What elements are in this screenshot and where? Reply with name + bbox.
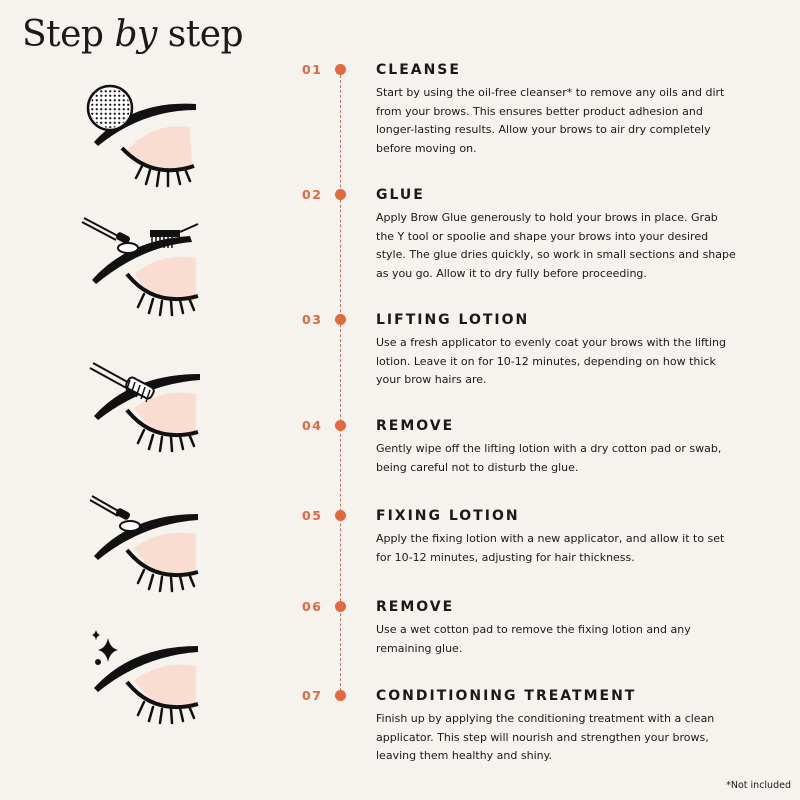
step-number: 06 xyxy=(302,599,323,614)
step-title: FIXING LOTION xyxy=(376,508,520,524)
timeline-dot xyxy=(335,510,346,521)
timeline-dot xyxy=(335,690,346,701)
applicator-eye-icon xyxy=(72,492,222,612)
step-description: Apply the fixing lotion with a new applicator, and allow it to set for 10-12 minutes, adjusting for hair thickness. xyxy=(376,532,725,564)
timeline-dot xyxy=(335,64,346,75)
step-title: LIFTING LOTION xyxy=(376,312,530,328)
timeline-dot xyxy=(335,189,346,200)
step-description: Gently wipe off the lifting lotion with a dry cotton pad or swab, being careful not to disturb the glue. xyxy=(376,442,722,474)
step-description: Use a wet cotton pad to remove the fixing lotion and any remaining glue. xyxy=(376,623,691,655)
step-description: Finish up by applying the conditioning treatment with a clean applicator. This step will nourish and strengthen your brows, leaving them healthy and shiny. xyxy=(376,712,715,763)
step-number: 07 xyxy=(302,688,323,703)
step-number: 04 xyxy=(302,418,323,433)
timeline-dot xyxy=(335,601,346,612)
timeline-dot xyxy=(335,314,346,325)
timeline-dot xyxy=(335,420,346,431)
spoolie-eye-icon xyxy=(72,352,222,472)
step-title: REMOVE xyxy=(376,599,455,615)
step-description: Apply Brow Glue generously to hold your brows in place. Grab the Y tool or spoolie and shape your brows into your desired style. The glue dries quickly, so work in small sections and shape as you go. Allow it to dry fully before proceeding. xyxy=(376,211,736,280)
step-number: 05 xyxy=(302,508,323,523)
brush-comb-eye-icon xyxy=(72,212,222,332)
step-number: 02 xyxy=(302,187,323,202)
footnote: *Not included xyxy=(726,780,791,791)
step-description: Use a fresh applicator to evenly coat your brows with the lifting lotion. Leave it on for 10-12 minutes, depending on how thick your brow hairs are. xyxy=(376,336,726,387)
cotton-pad-eye-icon xyxy=(72,80,222,200)
step-title: CONDITIONING TREATMENT xyxy=(376,688,637,704)
step-number: 01 xyxy=(302,62,323,77)
sparkle-eye-icon xyxy=(72,622,222,742)
step-number: 03 xyxy=(302,312,323,327)
step-title: REMOVE xyxy=(376,418,455,434)
step-title: GLUE xyxy=(376,187,425,203)
step-title: CLEANSE xyxy=(376,62,461,78)
page-title: Step by step xyxy=(22,14,244,55)
step-description: Start by using the oil-free cleanser* to remove any oils and dirt from your brows. This ensures better product adhesion and longer-lasting results. Allow your brows to air dry completely before moving on. xyxy=(376,86,725,155)
